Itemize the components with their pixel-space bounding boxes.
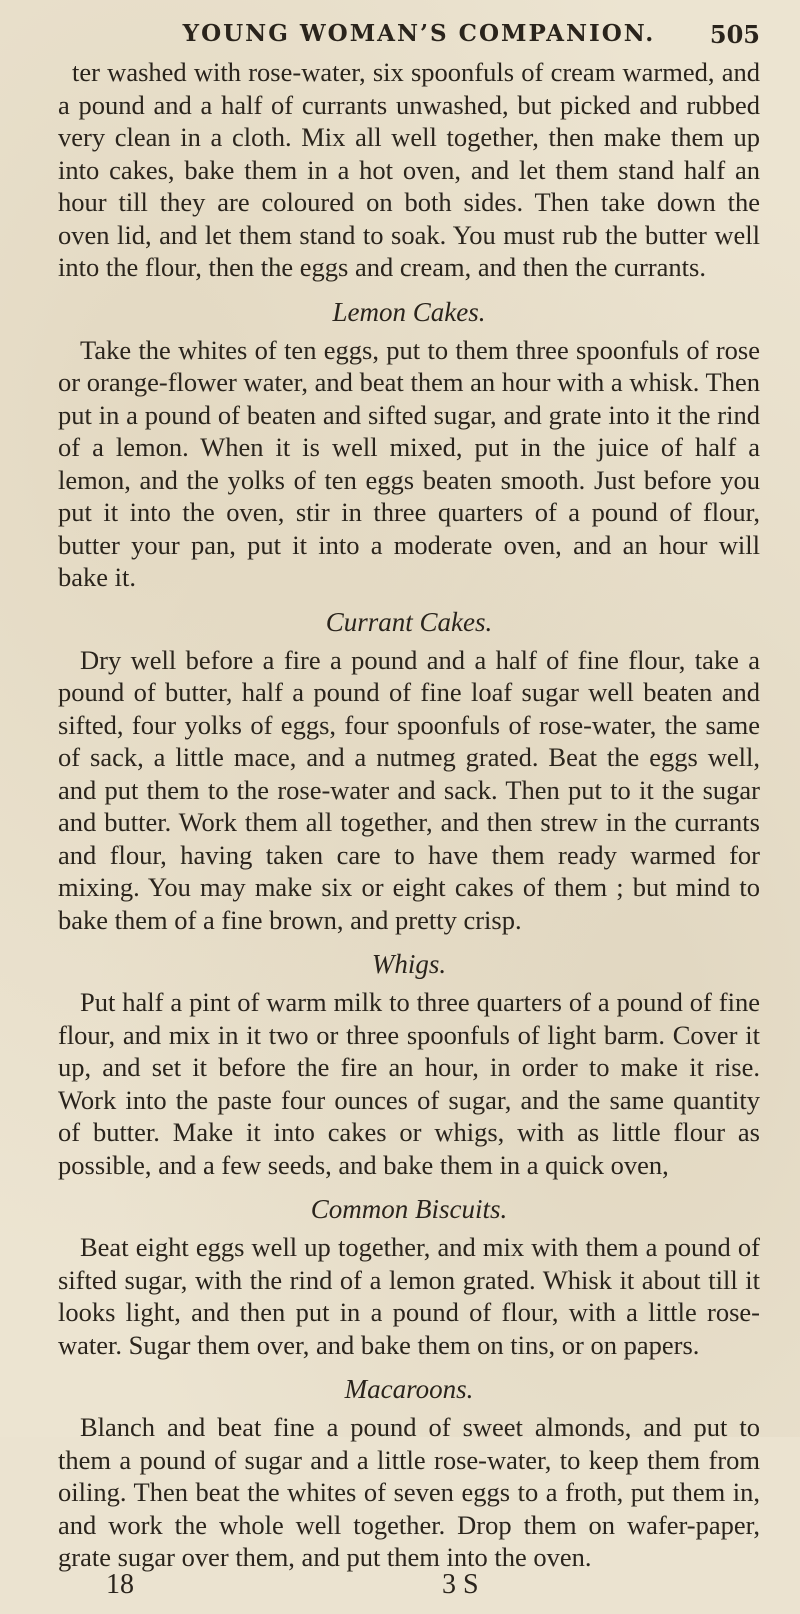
recipe-heading-lemon-cakes: Lemon Cakes.: [332, 296, 486, 327]
gathering-number: 18: [106, 1568, 134, 1600]
running-title: YOUNG WOMAN’S COMPANION.: [182, 20, 656, 47]
recipe-text-macaroons: Blanch and beat fine a pound of sweet almonds, and put to them a pound of sugar and a little rose-water, to keep them from oiling. Then beat the whites of seven eggs to a froth, put them in, and work the whole well together. Drop them on wafer-paper, grate sugar over them, and put them into the oven.: [58, 1412, 760, 1572]
recipe-text-common-biscuits: Beat eight eggs well up together, and mix with them a pound of sifted sugar, with the rind of a lemon grated. Whisk it about till it looks light, and then put in a pound of flour, with a little rose-water. Sugar them over, and bake them on tins, or on papers.: [58, 1232, 760, 1360]
page-number: 505: [709, 20, 760, 49]
running-head: [58, 18, 760, 52]
recipe-text-currant-cakes: Dry well before a fire a pound and a half of fine flour, take a pound of butter, half a pound of fine loaf sugar well beaten and sifted, four yolks of eggs, four spoonfuls of rose-water, the same of sack, a little mace, and a nutmeg grated. Beat the eggs well, and put them to the rose-water and sack. Then put to it the sugar and butter. Work them all together, and then strew in the currants and flour, having taken care to have them ready warmed for mixing. You may make six or eight cakes of them ; but mind to bake them of a fine brown, and pretty crisp.: [58, 644, 760, 935]
recipe-heading-currant-cakes: Currant Cakes.: [325, 606, 493, 637]
recipe-heading-macaroons: Macaroons.: [344, 1374, 474, 1404]
printer-signatures: [58, 1568, 760, 1614]
recipe-text-lemon-cakes: Take the whites of ten eggs, put to them three spoonfuls of rose or orange-flower water, and beat them an hour with a whisk. Then put in a pound of beaten and sifted sugar, and grate into it the rind of a lemon. When it is well mixed, put in the juice of half a lemon, and the yolks of ten eggs beaten smooth. Just before you put it into the oven, stir in three quarters of a pound of flour, butter your pan, put it into a moderate oven, and an hour will bake it.: [58, 334, 760, 592]
recipe-text-whigs: Put half a pint of warm milk to three quarters of a pound of fine flour, and mix in it two or three spoonfuls of light barm. Cover it up, and set it before the fire an hour, in order to make it rise. Work into the paste four ounces of sugar, and the same quantity of butter. Make it into cakes or whigs, with as little flour as possible, and a few seeds, and bake them in a quick oven,: [58, 987, 760, 1180]
recipe-heading-common-biscuits: Common Biscuits.: [310, 1194, 508, 1224]
paragraph-continuation: ter washed with rose-water, six spoonfuls of cream warmed, and a pound and a half of currants unwashed, but picked and rubbed very clean in a cloth. Mix all well together, then make them up into cakes, bake them in a hot oven, and let them stand half an hour till they are coloured on both sides. Then take down the oven lid, and let them stand to soak. You must rub the butter well into the flour, then the eggs and cream, and then the currants.: [58, 57, 760, 282]
signature-mark: 3 S: [442, 1568, 479, 1600]
recipe-heading-whigs: Whigs.: [371, 949, 447, 979]
